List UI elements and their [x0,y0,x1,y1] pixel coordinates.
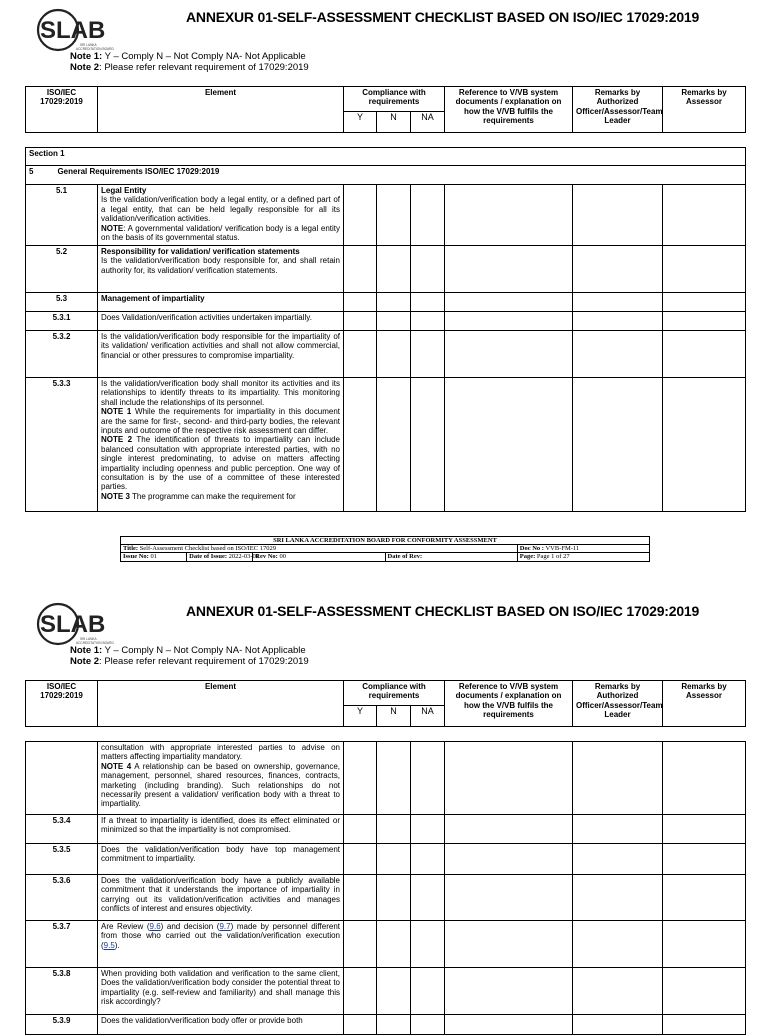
notes: Note 1: Y – Comply N – Not Comply NA- Not Applicable Note 2: Please refer relevant requirement of 17029:2019 [70,51,309,73]
document-title: ANNEXUR 01-SELF-ASSESSMENT CHECKLIST BASED ON ISO/IEC 17029:2019 [186,603,700,619]
svg-text:SRI LANKA: SRI LANKA [80,637,97,641]
cell-na[interactable] [411,331,445,378]
table-row: 5.3.6 Does the validation/verification body have a publicly available commitment that it understands the importance of impartiality in carrying out its validation/verification activities and manages conflicts of interest and ensures objectivity. [26,875,746,921]
cell-na[interactable] [411,378,445,512]
cell-na[interactable] [411,1015,445,1035]
cell-remarks-assessor[interactable] [663,331,746,378]
cell-na[interactable] [411,844,445,875]
table-row: consultation with appropriate interested parties to advise on matters affecting impartiality mandatory. NOTE 4 A relationship can be based on ownership, governance, management, personnel, shared resources, finances, contracts, marketing (including branding). Such relationships do not necessarily present a validation/ verification body with a threat to impartiality. [26,742,746,815]
cell-remarks-assessor[interactable] [663,185,746,246]
col-remarks-assessor: Remarks by Assessor [663,87,746,133]
col-remarks-officer: Remarks by Authorized Officer/Assessor/Team Leader [573,87,663,133]
cell-remarks-assessor[interactable] [663,312,746,331]
col-reference: Reference to V/VB system documents / explanation on how the V/VB fulfils the requirements [445,87,573,133]
col-element: Element [98,87,344,133]
cell-y[interactable] [344,1015,377,1035]
cell-reference[interactable] [445,185,573,246]
table-row: 5.3.2 Is the validation/verification body responsible for the impartiality of its validation/ verification activities and shall not allow commercial, financial or other pressures to compromise impartiality. [26,331,746,378]
cell-y[interactable] [344,312,377,331]
col-na: NA [411,112,445,133]
cell-remarks-assessor[interactable] [663,875,746,921]
cell-y[interactable] [344,968,377,1015]
cell-reference[interactable] [445,968,573,1015]
cell-y[interactable] [344,331,377,378]
cell-remarks-officer[interactable] [573,742,663,815]
table-row: 5.3.5 Does the validation/verification body have top management commitment to impartiality. [26,844,746,875]
cell-na[interactable] [411,312,445,331]
cell-n[interactable] [377,246,411,293]
col-compliance: Compliance with requirements [344,87,445,112]
cell-n[interactable] [377,968,411,1015]
cell-reference[interactable] [445,815,573,844]
link-9-6[interactable]: 9.6 [149,922,161,931]
cell-na[interactable] [411,185,445,246]
svg-text:ACCREDITATION BOARD: ACCREDITATION BOARD [76,641,114,645]
cell-remarks-assessor[interactable] [663,921,746,968]
cell-remarks-officer[interactable] [573,293,663,312]
cell-n[interactable] [377,921,411,968]
cell-y[interactable] [344,875,377,921]
cell-y[interactable] [344,378,377,512]
cell-remarks-officer[interactable] [573,1015,663,1035]
document-title: ANNEXUR 01-SELF-ASSESSMENT CHECKLIST BASED ON ISO/IEC 17029:2019 [186,9,700,25]
cell-reference[interactable] [445,844,573,875]
cell-remarks-officer[interactable] [573,185,663,246]
cell-remarks-officer[interactable] [573,331,663,378]
cell-n[interactable] [377,331,411,378]
notes: Note 1: Y – Comply N – Not Comply NA- Not Applicable Note 2: Please refer relevant requirement of 17029:2019 [70,645,309,667]
cell-remarks-assessor[interactable] [663,1015,746,1035]
cell-reference[interactable] [445,331,573,378]
page-separator [0,583,768,593]
link-9-7[interactable]: 9.7 [219,922,231,931]
cell-remarks-officer[interactable] [573,875,663,921]
cell-y[interactable] [344,815,377,844]
cell-reference[interactable] [445,293,573,312]
table-row: 5.1 Legal Entity Is the validation/verification body a legal entity, or a defined part of a legal entity, that can be held legally responsible for all its validation/verification activities. NOTE: A governmental validation/ verification body is a legal entity on the basis of its governmental status. [26,185,746,246]
slab-logo [36,600,116,648]
cell-n[interactable] [377,844,411,875]
cell-remarks-assessor[interactable] [663,742,746,815]
cell-n[interactable] [377,378,411,512]
cell-n[interactable] [377,1015,411,1035]
document-page-2 [0,594,768,1024]
section-label: Section 1 [26,148,746,166]
checklist-header-table [25,86,746,133]
cell-remarks-assessor[interactable] [663,968,746,1015]
table-row: 5.3 Management of impartiality [26,293,746,312]
table-row: 5.2 Responsibility for validation/ verification statements Is the validation/verification body responsible for, and shall retain authority for, its validation/ verification statements. [26,246,746,293]
cell-n[interactable] [377,875,411,921]
col-n: N [377,112,411,133]
cell-y[interactable] [344,844,377,875]
cell-remarks-assessor[interactable] [663,378,746,512]
cell-y[interactable] [344,185,377,246]
link-9-5[interactable]: 9.5 [103,940,115,950]
cell-na[interactable] [411,921,445,968]
cell-reference[interactable] [445,742,573,815]
table-row: 5.3.9 Does the validation/verification body offer or provide both [26,1015,746,1035]
cell-n[interactable] [377,185,411,246]
cell-na[interactable] [411,875,445,921]
cell-y[interactable] [344,246,377,293]
cell-na[interactable] [411,293,445,312]
cell-y[interactable] [344,293,377,312]
table-row: 5.3.8 When providing both validation and verification to the same client, Does the validation/verification body consider the potential threat to impartiality (e.g. self-review and familiarity) and shall manage this risk accordingly? [26,968,746,1015]
general-requirements-heading: 5 General Requirements ISO/IEC 17029:2019 [26,166,746,185]
page-footer: SRI LANKA ACCREDITATION BOARD FOR CONFORMITY ASSESSMENT Title: Self-Assessment Checklist based on ISO/IEC 17029 Doc No : VVB-FM-11 Issue No: 01 Date of Issue: 2022-03-01 Rev No: 00 Date of Rev: Page: Page 1 of 27 [120,536,650,562]
cell-remarks-officer[interactable] [573,921,663,968]
svg-text:ACCREDITATION BOARD: ACCREDITATION BOARD [76,47,114,51]
table-row: 5.3.7 Are Review (9.6) and decision (9.7) made by personnel different from those who carried out the validation/verification execution (9.5). [26,921,746,968]
cell-na[interactable] [411,968,445,1015]
slab-logo [36,6,116,54]
checklist-table-page-1 [25,147,746,512]
cell-na[interactable] [411,742,445,815]
col-y: Y [344,112,377,133]
cell-n[interactable] [377,815,411,844]
cell-reference[interactable] [445,921,573,968]
svg-text:SLAB: SLAB [40,611,106,638]
cell-remarks-assessor[interactable] [663,844,746,875]
svg-text:SRI LANKA: SRI LANKA [80,43,97,47]
cell-reference[interactable] [445,1015,573,1035]
cell-remarks-officer[interactable] [573,378,663,512]
cell-remarks-officer[interactable] [573,246,663,293]
cell-n[interactable] [377,312,411,331]
checklist-header-table: ISO/IEC 17029:2019 Element Compliance with requirements Reference to V/VB system documents / explanation on how the V/VB fulfils the requirements Remarks by Authorized Officer/Assessor/Team Leader Remarks by Assessor Y N NA [25,680,746,727]
table-row: 5.3.1 Does Validation/verification activities undertaken impartially. [26,312,746,331]
cell-na[interactable] [411,246,445,293]
cell-remarks-assessor[interactable] [663,246,746,293]
col-iso: ISO/IEC 17029:2019 [26,87,98,133]
logo-text: SLAB [40,17,106,44]
cell-reference[interactable] [445,875,573,921]
cell-n[interactable] [377,293,411,312]
checklist-table-page-2 [25,741,746,1035]
cell-n[interactable] [377,742,411,815]
cell-y[interactable] [344,742,377,815]
cell-remarks-assessor[interactable] [663,293,746,312]
cell-remarks-assessor[interactable] [663,815,746,844]
table-row: 5.3.4 If a threat to impartiality is identified, does its effect eliminated or minimized so that the impartiality is not compromised. [26,815,746,844]
cell-remarks-officer[interactable] [573,312,663,331]
cell-remarks-officer[interactable] [573,968,663,1015]
cell-na[interactable] [411,815,445,844]
cell-remarks-officer[interactable] [573,844,663,875]
cell-remarks-officer[interactable] [573,815,663,844]
cell-reference[interactable] [445,312,573,331]
cell-y[interactable] [344,921,377,968]
table-row: 5.3.3 Is the validation/verification body shall monitor its activities and its relationships to identify threats to its impartiality. This monitoring shall include the relationships of its personnel. NOTE 1 While the requirements for impartiality in this document are the same for first-, second- and third-party bodies, the relevant inputs and outcome of the respective risk assessment can differ. NOTE 2 The identification of threats to impartiality can include balanced consultation with appropriate interested parties, with no single interest predominating, to advise on matters affecting impartiality including openness and public perception. One way of consultation is by the use of a committee of these interested parties. NOTE 3 The programme can make the requirement for [26,378,746,512]
cell-reference[interactable] [445,246,573,293]
cell-reference[interactable] [445,378,573,512]
